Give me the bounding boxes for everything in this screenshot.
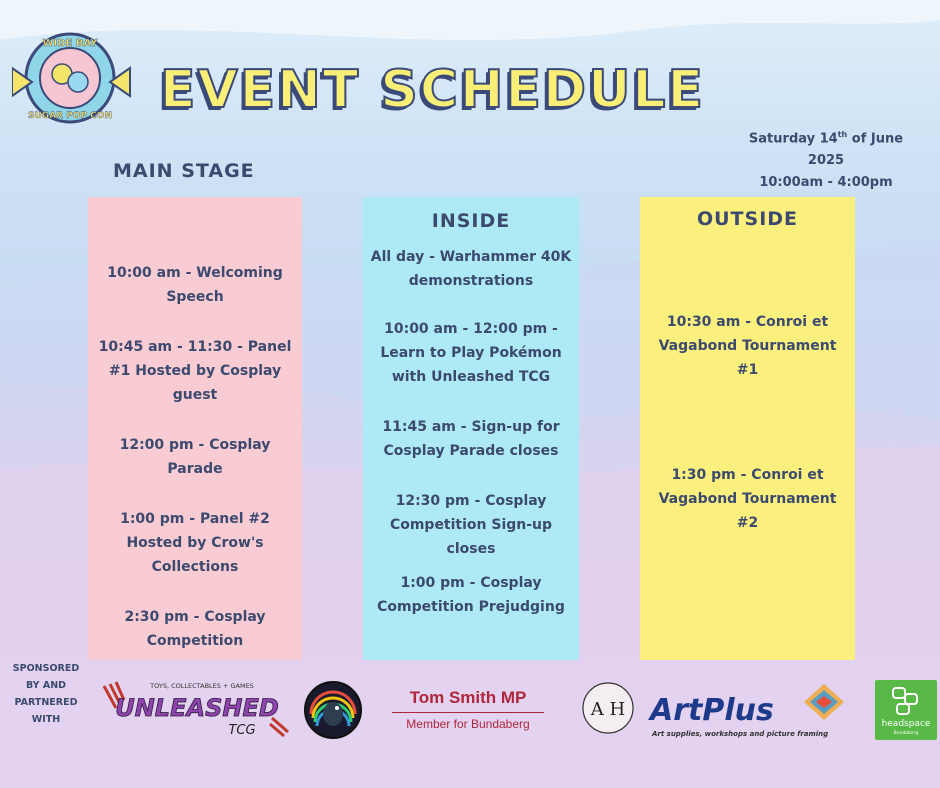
main-stage-panel bbox=[88, 197, 302, 660]
unleashed-top: TOYS, COLLECTABLES + GAMES bbox=[150, 682, 254, 690]
artplus-logo bbox=[646, 680, 856, 742]
date-year: 2025 bbox=[807, 153, 845, 169]
headspace-sub: Bundaberg bbox=[893, 731, 919, 736]
artplus-main: ArtPlus bbox=[650, 693, 774, 728]
main-stage-item: 12:00 pm - Cosplay Parade bbox=[119, 437, 271, 477]
tom-smith-mp-logo bbox=[388, 688, 548, 731]
con-logo bbox=[12, 30, 132, 126]
date-time: 10:00am - 4:00pm bbox=[759, 175, 893, 191]
page-title: EVENT SCHEDULE bbox=[160, 60, 706, 120]
inside-heading: INSIDE bbox=[431, 210, 511, 232]
event-date bbox=[726, 124, 926, 194]
logo-line2: SUGAR POP CON bbox=[28, 111, 112, 121]
ah-text: A H bbox=[590, 699, 626, 720]
headspace-text: headspace bbox=[881, 719, 931, 729]
inside-item: 11:45 am - Sign-up for Cosplay Parade closes bbox=[382, 419, 560, 459]
unleashed-sub: TCG bbox=[228, 723, 256, 738]
date-day-prefix: Saturday 14 bbox=[748, 131, 838, 147]
date-day-suffix: of June bbox=[847, 131, 904, 147]
main-stage-item: 10:45 am - 11:30 - Panel #1 Hosted by Cosplay guest bbox=[98, 339, 292, 403]
outside-panel bbox=[640, 197, 855, 660]
main-stage-item: 2:30 pm - Cosplay Competition bbox=[124, 609, 266, 649]
crows-collections-logo bbox=[303, 680, 363, 740]
main-stage-item: 1:00 pm - Panel #2 Hosted by Crow's Collections bbox=[120, 511, 270, 575]
tom-sub: Member for Bundaberg bbox=[406, 717, 530, 731]
logo-line1: WIDE BAY bbox=[42, 38, 98, 49]
tom-divider bbox=[392, 712, 544, 713]
unleashed-main: UNLEASHED bbox=[115, 694, 279, 722]
date-day-sup: th bbox=[837, 130, 848, 139]
outside-item: 1:30 pm - Conroi et Vagabond Tournament #2 bbox=[658, 467, 837, 531]
headspace-logo bbox=[875, 680, 937, 740]
unleashed-tcg-logo bbox=[102, 678, 292, 740]
inside-item: 12:30 pm - Cosplay Competition Sign-up closes bbox=[389, 493, 553, 557]
inside-item: All day - Warhammer 40K demonstrations bbox=[370, 249, 572, 289]
tom-name: Tom Smith MP bbox=[409, 688, 527, 707]
artplus-sub: Art supplies, workshops and picture framing bbox=[652, 730, 829, 738]
ah-logo bbox=[580, 680, 636, 736]
main-stage-item: 10:00 am - Welcoming Speech bbox=[107, 265, 283, 305]
inside-panel bbox=[363, 197, 579, 660]
outside-item: 10:30 am - Conroi et Vagabond Tournament #1 bbox=[658, 314, 837, 378]
main-stage-heading: MAIN STAGE bbox=[113, 160, 255, 182]
outside-heading: OUTSIDE bbox=[696, 208, 799, 230]
inside-item: 1:00 pm - Cosplay Competition Prejudging bbox=[377, 575, 565, 615]
inside-item: 10:00 am - 12:00 pm - Learn to Play Pokémon with Unleashed TCG bbox=[380, 321, 562, 385]
sponsor-label: SPONSORED BY AND PARTNERED WITH bbox=[12, 663, 80, 725]
